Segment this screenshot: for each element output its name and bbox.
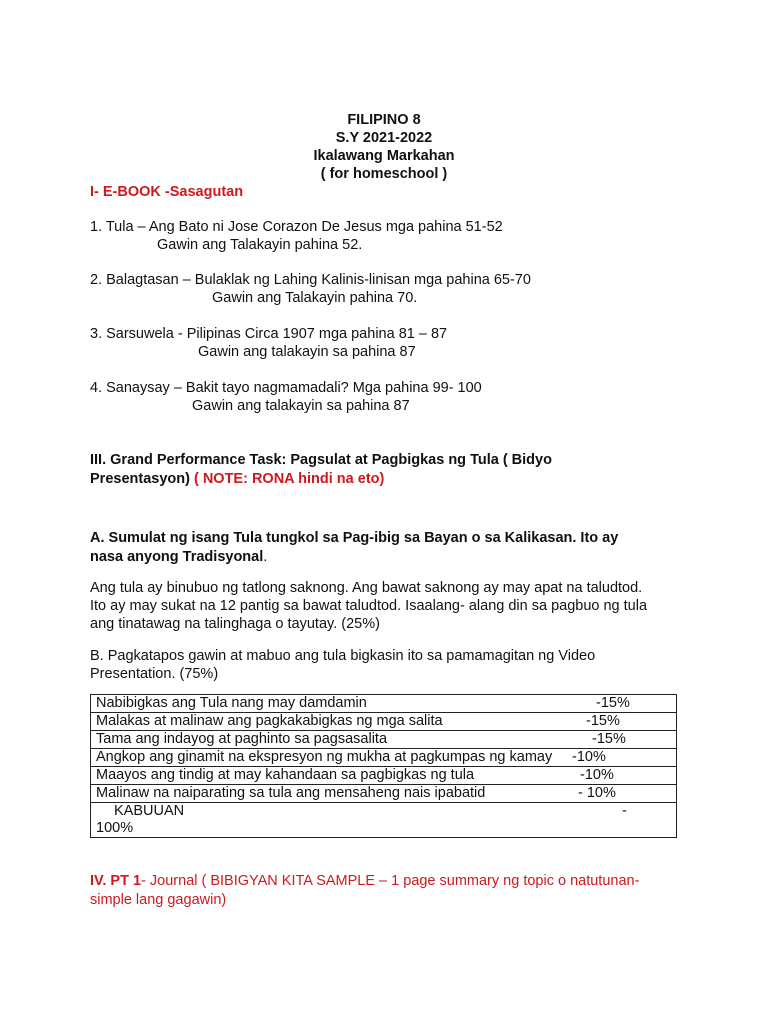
list-item: 3. Sarsuwela - Pilipinas Circa 1907 mga pahina 81 – 87	[90, 326, 448, 342]
rubric-cell	[91, 731, 677, 749]
quarter: Ikalawang Markahan	[313, 148, 455, 164]
table-row	[91, 713, 677, 731]
paragraph-line: Ang tula ay binubuo ng tatlong saknong. Ang bawat saknong ay may apat na taludtod.	[90, 580, 643, 596]
rubric-percent: -15%	[596, 695, 630, 711]
section4-text: - Journal ( BIBIGYAN KITA SAMPLE – 1 page summary ng topic o natutunan-	[141, 873, 640, 889]
school-year: S.Y 2021-2022	[335, 130, 433, 146]
rubric-percent: -15%	[586, 713, 620, 729]
part-a-heading: A. Sumulat ng isang Tula tungkol sa Pag-ibig sa Bayan o sa Kalikasan. Ito ay	[90, 530, 619, 546]
rubric-percent: -15%	[592, 731, 626, 747]
section4-line2: simple lang gagawin)	[90, 892, 227, 908]
paragraph-line: ang tinatawag na talinghaga o tayutay. (25%)	[90, 616, 380, 632]
section4-heading: IV. PT 1	[90, 873, 142, 889]
part-b-line: B. Pagkatapos gawin at mabuo ang tula bigkasin ito sa pamamagitan ng Video	[90, 648, 596, 664]
section3-heading: III. Grand Performance Task: Pagsulat at Pagbigkas ng Tula ( Bidyo	[90, 452, 552, 468]
list-item-sub: Gawin ang talakayin sa pahina 87	[192, 398, 410, 414]
list-item: 2. Balagtasan – Bulaklak ng Lahing Kalinis-linisan mga pahina 65-70	[90, 272, 531, 288]
section1-heading: I- E-BOOK -Sasagutan	[90, 184, 244, 200]
rubric-total-cell	[91, 803, 677, 838]
rubric-cell	[91, 749, 677, 767]
total-dash: -	[622, 803, 627, 819]
part-b-line: Presentation. (75%)	[90, 666, 219, 682]
list-item-sub: Gawin ang Talakayin pahina 52.	[157, 237, 363, 253]
table-row	[91, 749, 677, 767]
rubric-criterion: Malinaw na naiparating sa tula ang mensaheng nais ipabatid	[96, 785, 486, 801]
list-item: 4. Sanaysay – Bakit tayo nagmamadali? Mga pahina 99- 100	[90, 380, 482, 396]
section3-heading-line2: Presentasyon)	[90, 471, 190, 487]
rubric-table	[90, 694, 677, 838]
table-row	[91, 785, 677, 803]
rubric-percent: - 10%	[578, 785, 616, 801]
part-a-heading-line2: nasa anyong Tradisyonal	[90, 549, 264, 565]
rubric-cell	[91, 785, 677, 803]
rubric-cell	[91, 713, 677, 731]
table-row	[91, 767, 677, 785]
note: ( NOTE: RONA hindi na eto)	[193, 471, 385, 487]
list-item-sub: Gawin ang Talakayin pahina 70.	[212, 290, 418, 306]
rubric-cell	[91, 767, 677, 785]
table-row-total	[91, 803, 677, 838]
rubric-criterion: Malakas at malinaw ang pagkakabigkas ng mga salita	[96, 713, 443, 729]
table-row	[91, 731, 677, 749]
rubric-criterion: Angkop ang ginamit na ekspresyon ng mukha at pagkumpas ng kamay	[96, 749, 553, 765]
table-row	[91, 695, 677, 713]
rubric-cell	[91, 695, 677, 713]
rubric-percent: -10%	[580, 767, 614, 783]
section3-heading-cont	[90, 470, 384, 488]
total-value: 100%	[96, 820, 134, 836]
part-a-heading-cont	[90, 548, 267, 566]
total-label: KABUUAN	[114, 803, 185, 819]
list-item: 1. Tula – Ang Bato ni Jose Corazon De Jesus mga pahina 51-52	[90, 219, 503, 235]
rubric-criterion: Nabibigkas ang Tula nang may damdamin	[96, 695, 367, 711]
doc-title: FILIPINO 8	[347, 112, 421, 128]
part-a-period: .	[263, 549, 268, 565]
rubric-criterion: Tama ang indayog at paghinto sa pagsasalita	[96, 731, 388, 747]
rubric-percent: -10%	[572, 749, 606, 765]
paragraph-line: Ito ay may sukat na 12 pantig sa bawat taludtod. Isaalang- alang din sa pagbuo ng tula	[90, 598, 648, 614]
rubric-criterion: Maayos ang tindig at may kahandaan sa pagbigkas ng tula	[96, 767, 475, 783]
audience: ( for homeschool )	[320, 166, 448, 182]
list-item-sub: Gawin ang talakayin sa pahina 87	[198, 344, 416, 360]
section4-line	[90, 872, 639, 890]
